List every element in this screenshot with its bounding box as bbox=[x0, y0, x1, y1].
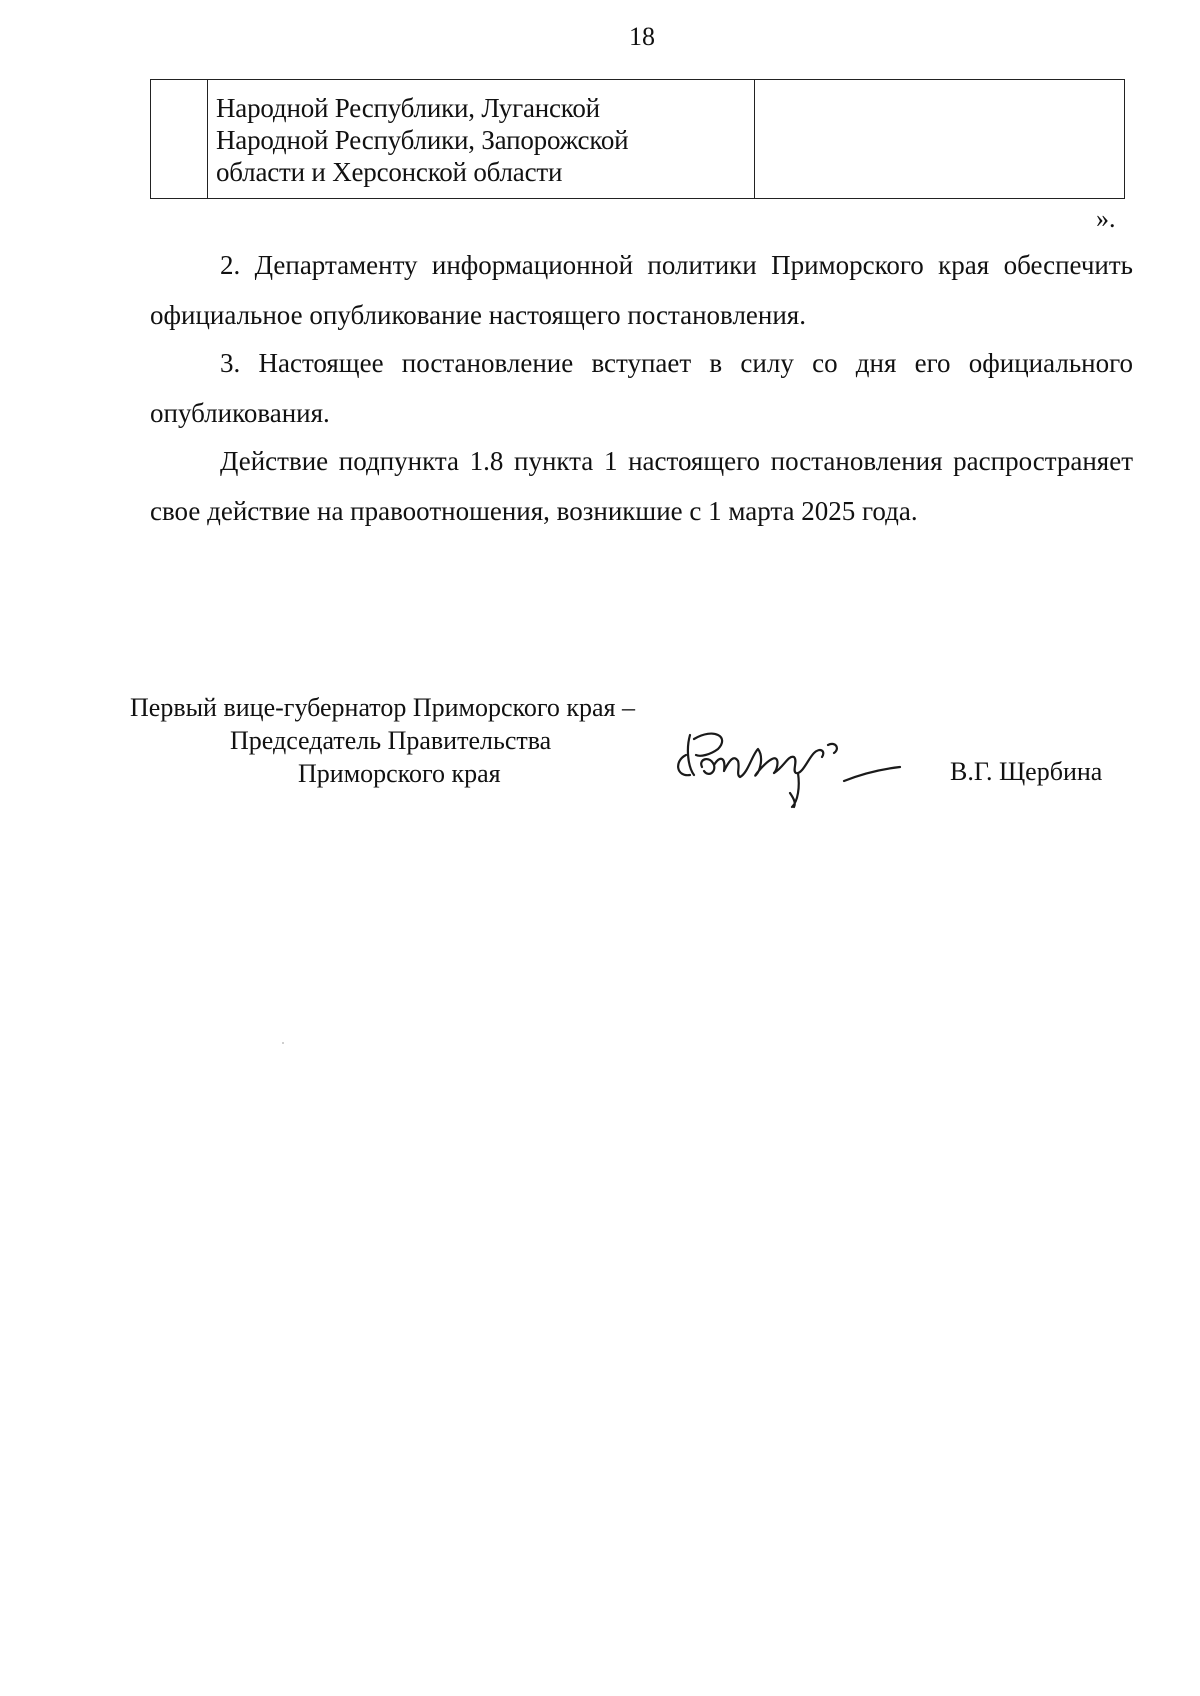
signatory-title-line: Председатель Правительства bbox=[230, 726, 552, 755]
handwritten-signature bbox=[668, 715, 948, 815]
paragraph-3-text: 3. Настоящее постановление вступает в силу со дня его официального опубликования. bbox=[150, 348, 1133, 428]
fragment-table bbox=[150, 79, 1125, 199]
closing-quote: ». bbox=[1096, 204, 1116, 233]
scan-speck bbox=[282, 1042, 284, 1044]
paragraph-2 bbox=[150, 240, 1133, 340]
signatory-title-line: Первый вице-губернатор Приморского края – bbox=[130, 693, 635, 722]
page-number: 18 bbox=[629, 22, 655, 51]
paragraph-2-text: 2. Департаменту информационной политики Приморского края обеспечить официальное опубликование настоящего постановления. bbox=[150, 250, 1133, 330]
table-cell-line: Народной Республики, Луганской bbox=[216, 93, 600, 123]
table-cell-empty bbox=[755, 80, 1125, 199]
paragraph-4-text: Действие подпункта 1.8 пункта 1 настоящего постановления распространяет свое действие на правоотношения, возникшие с 1 марта 2025 года. bbox=[150, 446, 1133, 526]
table-row bbox=[151, 80, 1125, 199]
paragraph-3 bbox=[150, 338, 1133, 438]
paragraph-4 bbox=[150, 436, 1133, 536]
table-cell-number bbox=[151, 80, 208, 199]
signer-name: В.Г. Щербина bbox=[950, 757, 1103, 786]
table-cell-name bbox=[208, 80, 755, 199]
signatory-title-line: Приморского края bbox=[298, 759, 501, 788]
table-cell-line: Народной Республики, Запорожской bbox=[216, 125, 629, 155]
signatory-title bbox=[130, 691, 635, 790]
table-cell-line: области и Херсонской области bbox=[216, 157, 563, 187]
